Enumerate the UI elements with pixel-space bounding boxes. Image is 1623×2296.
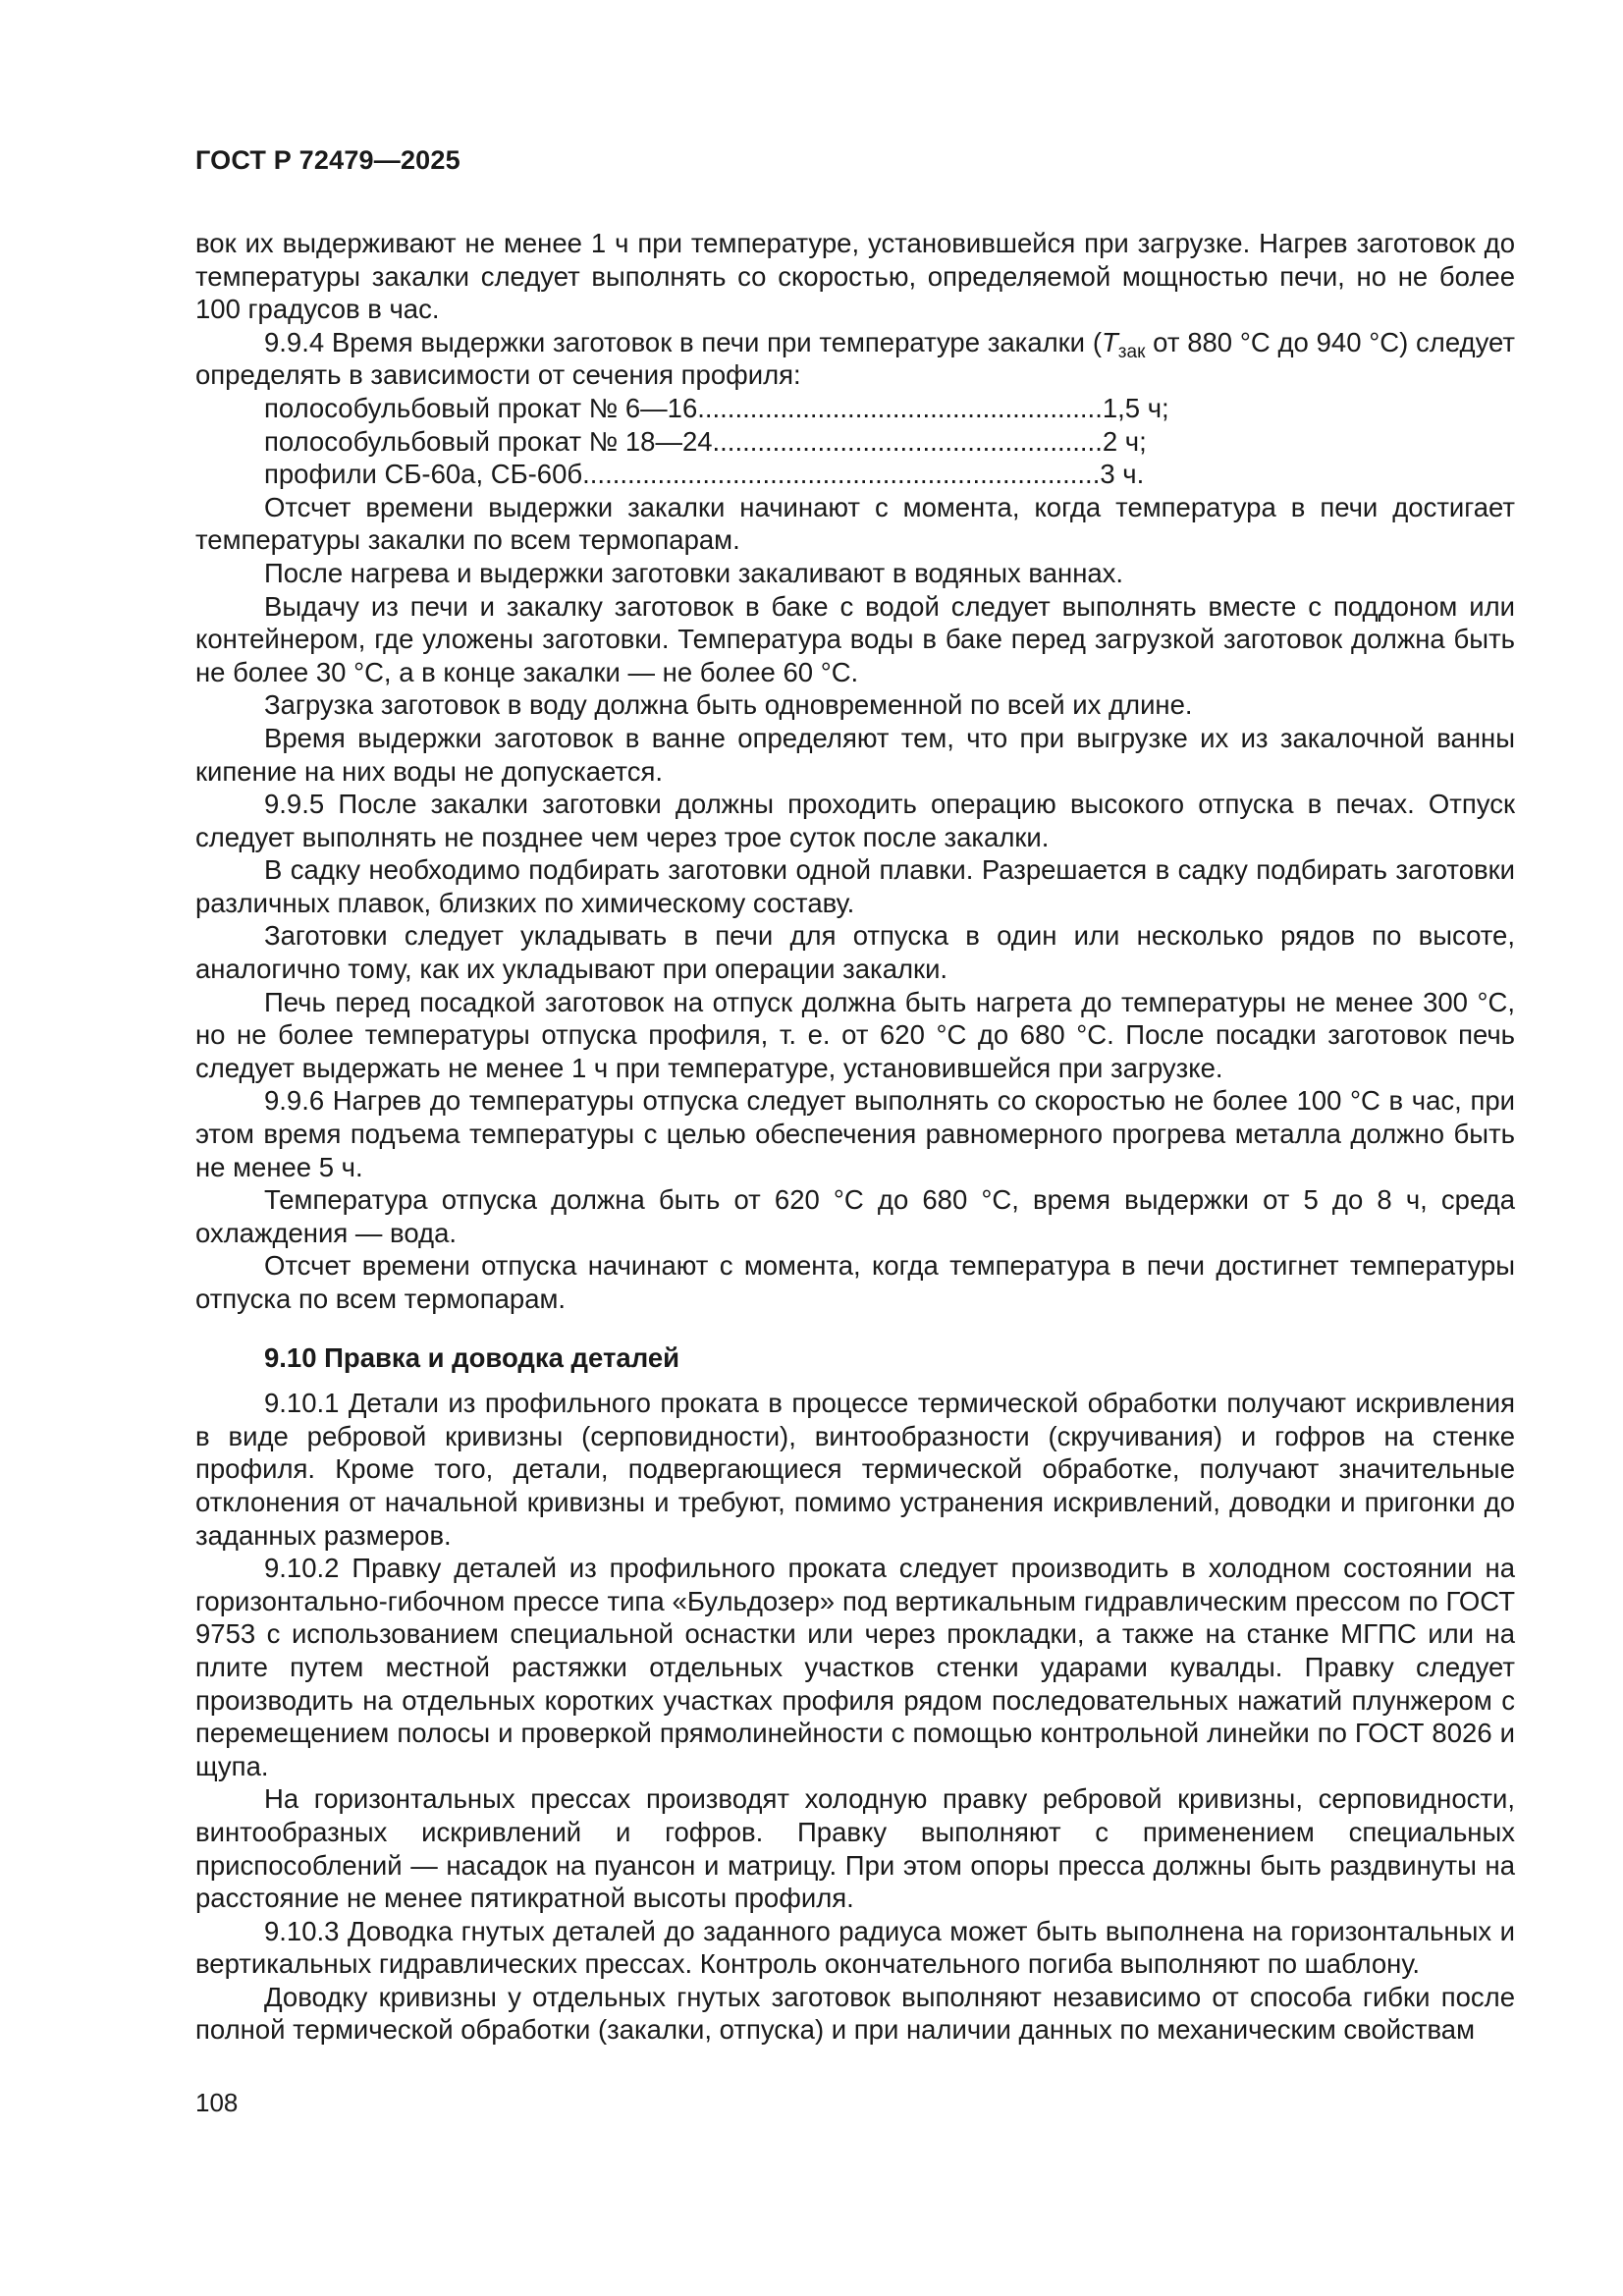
document-header <box>195 145 460 176</box>
clause-9-9-4: 9.9.4 Время выдержки заготовок в печи при температуре закалки ($T_{зак}$ от 880 °С до 940 °С) следует определять в зависимости от сечения профиля: <box>195 326 1515 391</box>
clause-9-10-2: 9.10.2 Правку деталей из профильного проката следует производить в холодном состоянии на горизонтально-гибочном прессе типа «Бульдозер» под вертикальным гидравлическим прессом по ГОСТ 9753 с использованием специальной оснастки или через прокладки, а также на станке МГПС или на плите путем местной растяжки отдельных участков стенки ударами кувалды. Правку следует производить на отдельных коротких участках профиля рядом последовательных нажатий плунжером с перемещением полосы и проверкой прямолинейности с помощью контрольной линейки по ГОСТ 8026 и щупа. <box>195 1553 1515 1781</box>
list-item: полособульбовый прокат № 18—24 .................................................... 2 ч; <box>264 425 1147 457</box>
section-heading: 9.10 Правка и доводка деталей <box>264 1341 680 1373</box>
paragraph: вок их выдерживают не менее 1 ч при температуре, установившейся при загрузке. Нагрев заготовок до температуры закалки следует выполнять со скоростью, определяемой мощностью печи, но не более 100 градусов в час. <box>195 228 1515 325</box>
paragraph: Отсчет времени отпуска начинают с момента, когда температура в печи достигнет температуры отпуска по всем термопарам. <box>195 1250 1515 1314</box>
paragraph: В садку необходимо подбирать заготовки одной плавки. Разрешается в садку подбирать заготовки различных плавок, близких по химическому составу. <box>195 854 1515 918</box>
list-item: профили СБ-60а, СБ-60б ..................................................................... 3 ч. <box>264 459 1145 490</box>
clause-9-9-6: 9.9.6 Нагрев до температуры отпуска следует выполнять со скоростью не более 100 °С в час, при этом время подъема температуры с целью обеспечения равномерного прогрева металла должно быть не менее 5 ч. <box>195 1085 1515 1182</box>
standard-number: ГОСТ Р 72479—2025 <box>195 145 460 175</box>
paragraph: Загрузка заготовок в воду должна быть одновременной по всей их длине. <box>264 689 1193 721</box>
clause-9-10-3: 9.10.3 Доводка гнутых деталей до заданного радиуса может быть выполнена на горизонтальных и вертикальных гидравлических прессах. Контроль окончательного погиба выполняют по шаблону. <box>195 1915 1515 1980</box>
paragraph: После нагрева и выдержки заготовки закаливают в водяных ваннах. <box>264 557 1124 588</box>
clause-9-9-5: 9.9.5 После закалки заготовки должны проходить операцию высокого отпуска в печах. Отпуск следует выполнять не позднее чем через трое суток после закалки. <box>195 789 1515 852</box>
document-body <box>195 227 1515 2047</box>
clause-9-10-1: 9.10.1 Детали из профильного проката в процессе термической обработки получают искривления в виде ребровой кривизны (серповидности), винтообразности (скручивания) и гофров на стенке профиля. Кроме того, детали, подвергающиеся термической обработке, получают значительные отклонения от начальной кривизны и требуют, помимо устранения искривлений, доводки и пригонки до заданных размеров. <box>195 1388 1515 1551</box>
paragraph: Температура отпуска должна быть от 620 °С до 680 °С, время выдержки от 5 до 8 ч, среда охлаждения — вода. <box>195 1184 1515 1248</box>
paragraph: Выдачу из печи и закалку заготовок в баке с водой следует выполнять вместе с поддоном или контейнером, где уложены заготовки. Температура воды в баке перед загрузкой заготовок должна быть не более 30 °С, а в конце закалки — не более 60 °С. <box>195 590 1515 687</box>
paragraph: Доводку кривизны у отдельных гнутых заготовок выполняют независимо от способа гибки после полной термической обработки (закалки, отпуска) и при наличии данных по механическим свойствам <box>195 1981 1515 2046</box>
paragraph: Печь перед посадкой заготовок на отпуск должна быть нагрета до температуры не менее 300 °С, но не более температуры отпуска профиля, т. е. от 620 °С до 680 °С. После посадки заготовок печь следует выдержать не менее 1 ч при температуре, установившейся при загрузке. <box>195 986 1515 1083</box>
list-item: полособульбовый прокат № 6—16 ...................................................... 1,5 ч; <box>264 392 1169 423</box>
paragraph: Заготовки следует укладывать в печи для отпуска в один или несколько рядов по высоте, аналогично тому, как их укладывают при операции закалки. <box>195 920 1515 985</box>
paragraph: Время выдержки заготовок в ванне определяют тем, что при выгрузке их из закалочной ванны кипение на них воды не допускается. <box>195 722 1515 787</box>
paragraph: На горизонтальных прессах производят холодную правку ребровой кривизны, серповидности, винтообразных искривлений и гофров. Правку выполняют с применением специальных приспособлений — насадок на пуансон и матрицу. При этом опоры пресса должны быть раздвинуты на расстояние не менее пятикратной высоты профиля. <box>195 1783 1515 1914</box>
paragraph: Отсчет времени выдержки закалки начинают с момента, когда температура в печи достигает температуры закалки по всем термопарам. <box>195 491 1515 556</box>
page-number: 108 <box>195 2088 239 2117</box>
